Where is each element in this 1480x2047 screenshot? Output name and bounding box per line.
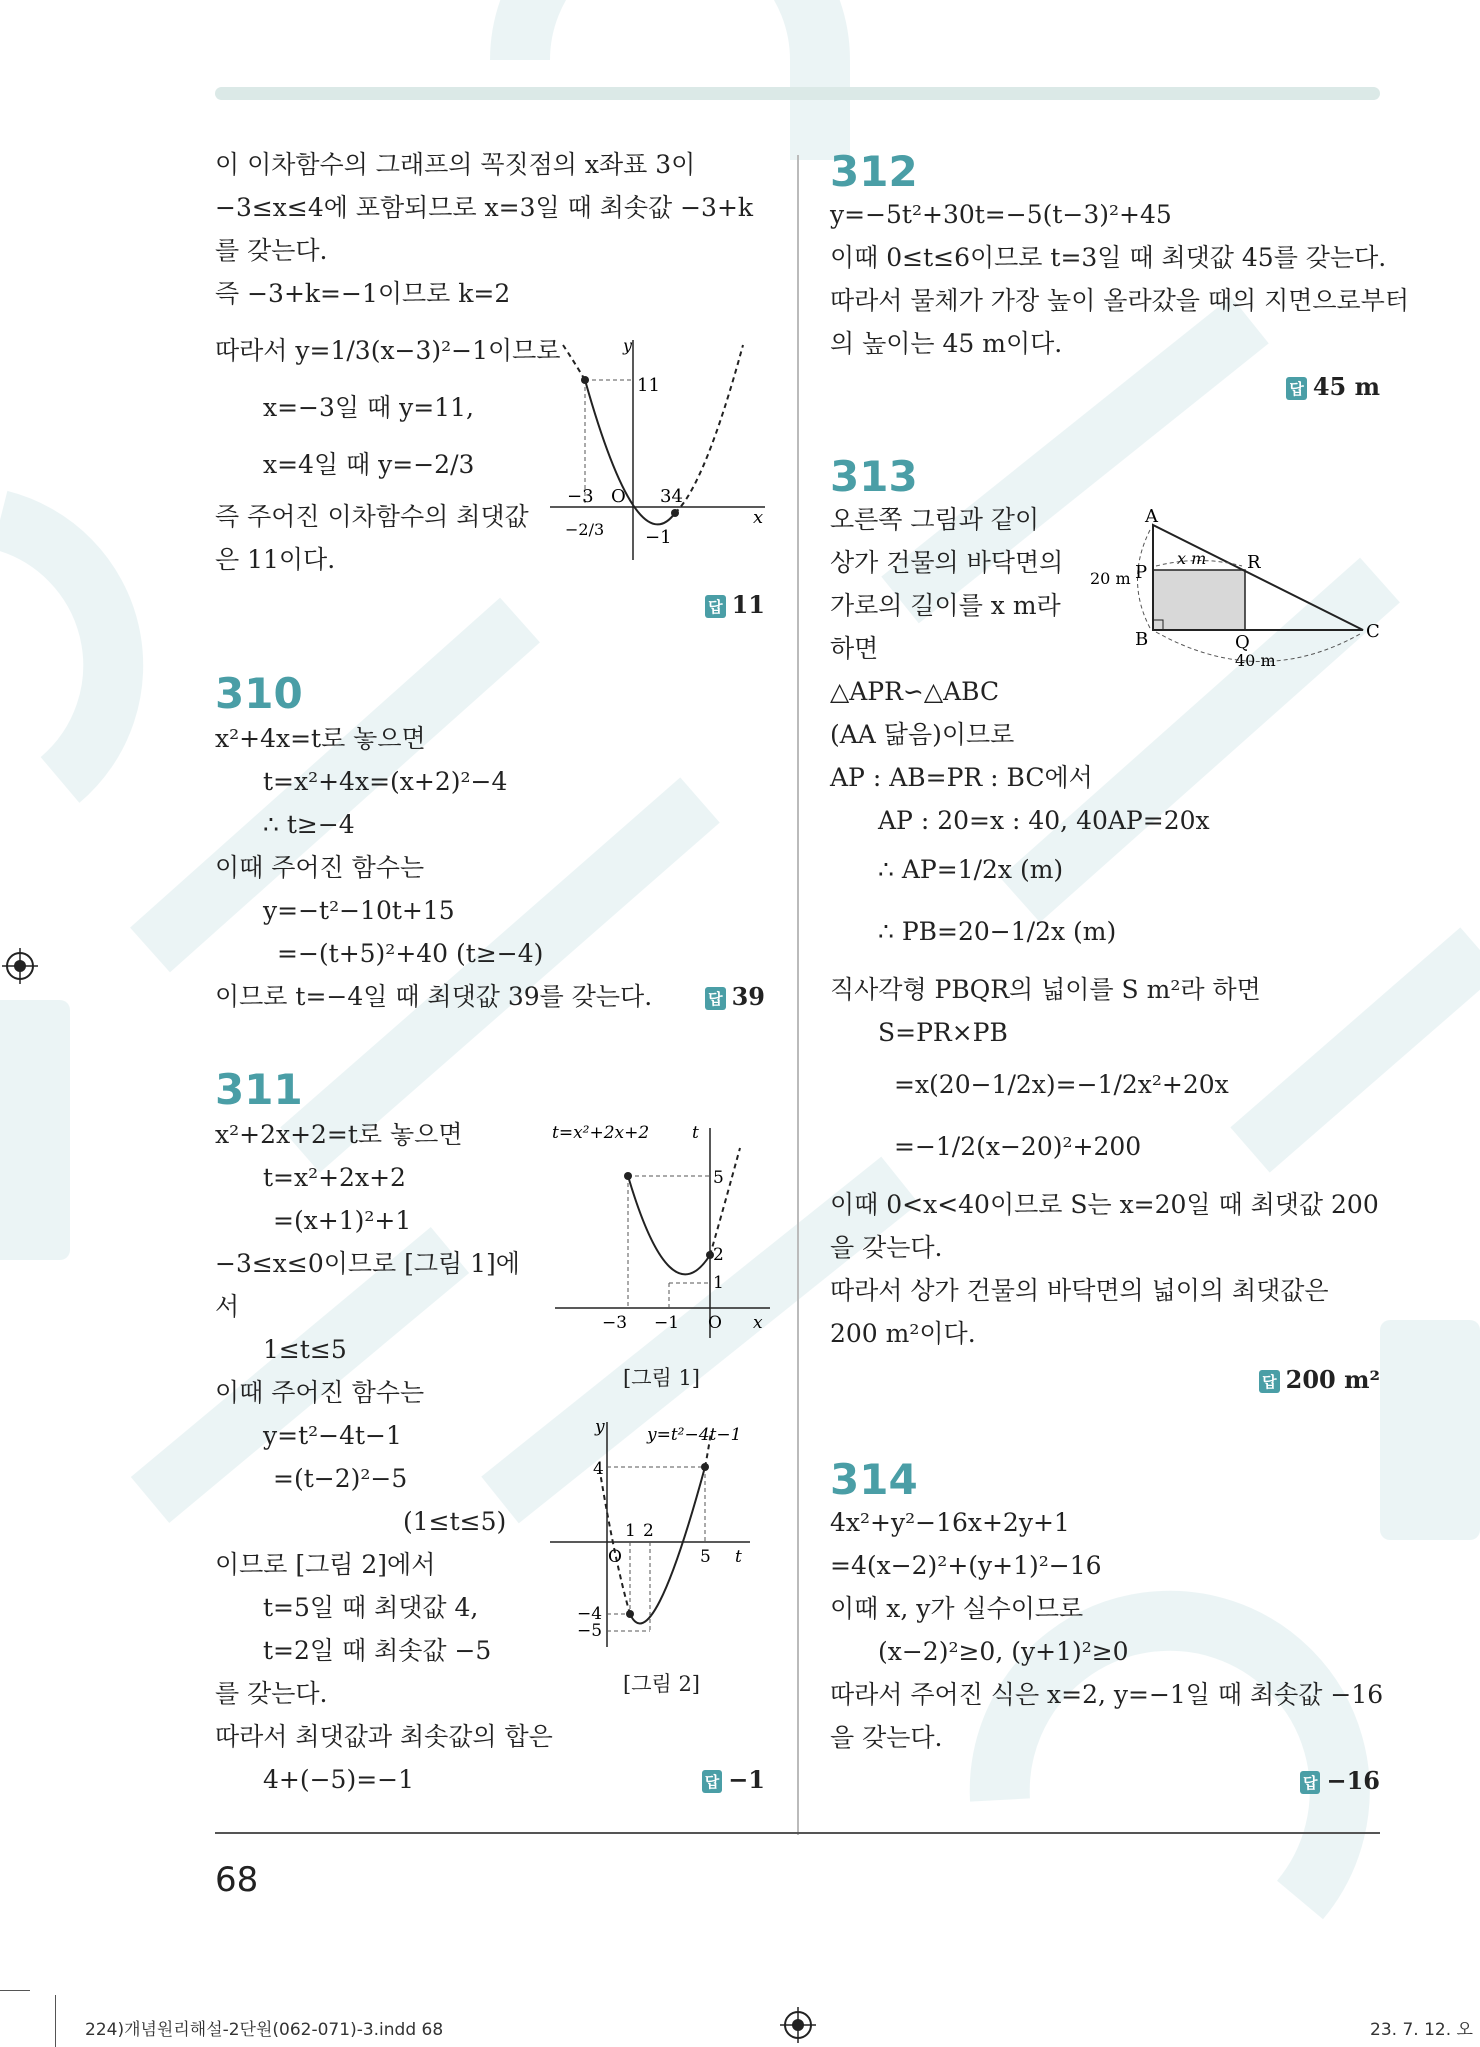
footer-vertical-rule bbox=[55, 1995, 56, 2047]
problem-number: 310 bbox=[215, 669, 303, 718]
text-line: 을 갖는다. bbox=[830, 1233, 943, 1262]
text-line: t=5일 때 최댓값 4, bbox=[263, 1593, 479, 1622]
answer-value: −1 bbox=[728, 1765, 765, 1794]
text-line: 상가 건물의 바닥면의 bbox=[830, 548, 1064, 577]
tick-label: −1 bbox=[654, 1313, 680, 1333]
answer-badge-icon: 답 bbox=[705, 987, 726, 1010]
tick-label: O bbox=[708, 1313, 722, 1333]
figure-1-graph bbox=[550, 1118, 775, 1348]
text-line: 은 11이다. bbox=[215, 545, 336, 574]
text-line: −3≤x≤0이므로 [그림 1]에 bbox=[215, 1249, 520, 1278]
text-line: 이때 주어진 함수는 bbox=[215, 853, 425, 882]
footer-file: 224)개념원리해설-2단원(062-071)-3.indd 68 bbox=[85, 2020, 444, 2040]
text-line: =x(20−1/2x)=−1/2x²+20x bbox=[894, 1070, 1229, 1099]
tick-label: −3 bbox=[567, 486, 594, 507]
text-line: 4+(−5)=−1 bbox=[263, 1765, 415, 1794]
text-line: 200 m²이다. bbox=[830, 1319, 976, 1348]
text-line: AP : 20=x : 40, 40AP=20x bbox=[878, 806, 1210, 835]
text-line: 를 갖는다. bbox=[215, 1679, 328, 1708]
triangle-diagram bbox=[1080, 500, 1380, 680]
text-line: 하면 bbox=[830, 634, 879, 663]
answer bbox=[705, 982, 765, 1011]
text-line: 이때 0≤t≤6이므로 t=3일 때 최댓값 45를 갖는다. bbox=[830, 243, 1387, 272]
vertex-label: B bbox=[1135, 629, 1149, 650]
text-line: =(x+1)²+1 bbox=[273, 1206, 412, 1235]
problem-number: 314 bbox=[830, 1455, 918, 1504]
page-number: 68 bbox=[215, 1860, 259, 1900]
text-line: x²+4x=t로 놓으면 bbox=[215, 724, 426, 753]
text-line: =−1/2(x−20)²+200 bbox=[894, 1132, 1142, 1161]
length-label: x m bbox=[1177, 549, 1207, 568]
text-line: 따라서 주어진 식은 x=2, y=−1일 때 최솟값 −16 bbox=[830, 1680, 1384, 1709]
text-line: 따라서 상가 건물의 바닥면의 넓이의 최댓값은 bbox=[830, 1276, 1329, 1305]
text-line: 가로의 길이를 x m라 bbox=[830, 591, 1061, 620]
tick-label: −3 bbox=[602, 1313, 628, 1333]
answer-value: 45 m bbox=[1312, 372, 1380, 401]
text-line: x=−3일 때 y=11, bbox=[263, 393, 474, 422]
problem-310 bbox=[215, 669, 765, 1022]
text-line: y=t²−4t−1 bbox=[263, 1421, 402, 1450]
answer-value: −16 bbox=[1326, 1766, 1380, 1795]
tick-label: 5 bbox=[713, 1168, 724, 1188]
answer-badge-icon: 답 bbox=[1259, 1370, 1280, 1393]
column-divider bbox=[797, 155, 799, 1835]
answer bbox=[702, 1765, 765, 1794]
tick-label: −2/3 bbox=[565, 520, 605, 539]
axis-label: y bbox=[595, 1417, 605, 1437]
text-line: 이때 주어진 함수는 bbox=[215, 1378, 425, 1407]
problem-314 bbox=[830, 1455, 1384, 1808]
text-line: 의 높이는 45 m이다. bbox=[830, 329, 1063, 358]
text-line: 따라서 최댓값과 최솟값의 합은 bbox=[215, 1722, 553, 1751]
text-line: 즉 주어진 이차함수의 최댓값 bbox=[215, 502, 529, 531]
text-line: 를 갖는다. bbox=[215, 236, 328, 265]
vertex-label: R bbox=[1247, 552, 1261, 573]
tick-label: 11 bbox=[637, 375, 660, 396]
text-line: 을 갖는다. bbox=[830, 1723, 943, 1752]
crosshair-icon bbox=[2, 948, 38, 984]
tick-label: 34 bbox=[660, 486, 683, 507]
figure-2-graph bbox=[545, 1412, 770, 1652]
text-line: 이때 x, y가 실수이므로 bbox=[830, 1594, 1084, 1623]
axis-label: t bbox=[692, 1123, 699, 1143]
text-line: (x−2)²≥0, (y+1)²≥0 bbox=[878, 1637, 1129, 1666]
text-line: t=x²+2x+2 bbox=[263, 1163, 406, 1192]
tick-label: 2 bbox=[643, 1521, 654, 1541]
text-line: 직사각형 PBQR의 넓이를 S m²라 하면 bbox=[830, 975, 1261, 1004]
text-line: x²+2x+2=t로 놓으면 bbox=[215, 1120, 463, 1149]
text-line: =4(x−2)²+(y+1)²−16 bbox=[830, 1551, 1102, 1580]
text-line: 이므로 t=−4일 때 최댓값 39를 갖는다. bbox=[215, 982, 653, 1011]
graph-equation: t=x²+2x+2 bbox=[552, 1123, 650, 1143]
graph-equation: y=t²−4t−1 bbox=[647, 1425, 742, 1445]
text-line: (1≤t≤5) bbox=[403, 1507, 507, 1536]
text-line: 따라서 물체가 가장 높이 올라갔을 때의 지면으로부터 bbox=[830, 286, 1409, 315]
figure-2-caption: [그림 2] bbox=[623, 1672, 700, 1696]
text-line: 1≤t≤5 bbox=[263, 1335, 347, 1364]
tick-label: −5 bbox=[577, 1621, 603, 1641]
answer-badge-icon: 답 bbox=[1286, 377, 1307, 400]
parabola-graph-1 bbox=[545, 335, 770, 565]
answer-value: 11 bbox=[731, 590, 765, 619]
tick-label: −4 bbox=[577, 1604, 603, 1624]
answer-value: 200 m² bbox=[1285, 1365, 1380, 1394]
answer bbox=[1259, 1365, 1380, 1394]
crosshair-icon bbox=[780, 2007, 816, 2043]
text-line: ∴ t≥−4 bbox=[263, 810, 355, 839]
text-line: (AA 닮음)이므로 bbox=[830, 720, 1015, 749]
text-line: 오른쪽 그림과 같이 bbox=[830, 505, 1040, 534]
answer-badge-icon: 답 bbox=[1300, 1771, 1321, 1794]
text-line: △APR∽△ABC bbox=[830, 677, 1000, 706]
tick-label: 4 bbox=[593, 1459, 604, 1479]
length-label: 20 m bbox=[1090, 569, 1131, 588]
problem-number: 313 bbox=[830, 452, 918, 501]
header-bar bbox=[215, 87, 1380, 100]
axis-label: t bbox=[735, 1547, 742, 1567]
answer bbox=[1286, 372, 1380, 401]
text-line: 이 이차함수의 그래프의 꼭짓점의 x좌표 3이 bbox=[215, 150, 696, 179]
text-line: 4x²+y²−16x+2y+1 bbox=[830, 1508, 1070, 1537]
text-line: AP : AB=PR : BC에서 bbox=[830, 763, 1093, 792]
length-label: 40 m bbox=[1235, 651, 1276, 670]
figure-1-caption: [그림 1] bbox=[623, 1366, 700, 1390]
text-line: ∴ PB=20−1/2x (m) bbox=[878, 917, 1117, 946]
text-line: 서 bbox=[215, 1292, 240, 1321]
vertex-label: P bbox=[1135, 562, 1148, 583]
text-line: 따라서 y=1/3(x−3)²−1이므로 bbox=[215, 336, 561, 365]
text-line: S=PR×PB bbox=[878, 1018, 1008, 1047]
answer-badge-icon: 답 bbox=[702, 1770, 723, 1793]
vertex-label: Q bbox=[1235, 632, 1250, 653]
footer-date: 23. 7. 12. 오 bbox=[1370, 2020, 1473, 2040]
tick-label: O bbox=[608, 1547, 622, 1567]
text-line: t=2일 때 최솟값 −5 bbox=[263, 1636, 492, 1665]
axis-label: x bbox=[753, 507, 764, 528]
footer-rule bbox=[215, 1832, 1380, 1834]
tick-label: 1 bbox=[625, 1521, 636, 1541]
vertex-label: A bbox=[1145, 506, 1158, 527]
tick-label: 1 bbox=[713, 1273, 724, 1293]
text-line: =−(t+5)²+40 (t≥−4) bbox=[277, 939, 544, 968]
text-line: t=x²+4x=(x+2)²−4 bbox=[263, 767, 508, 796]
text-line: 즉 −3+k=−1이므로 k=2 bbox=[215, 279, 511, 308]
axis-label: x bbox=[753, 1313, 763, 1333]
text-line: x=4일 때 y=−2/3 bbox=[263, 450, 475, 479]
answer bbox=[705, 590, 765, 619]
tick-label: 2 bbox=[713, 1245, 724, 1265]
tick-label: 5 bbox=[700, 1547, 711, 1567]
answer-value: 39 bbox=[731, 982, 765, 1011]
text-line: −3≤x≤4에 포함되므로 x=3일 때 최솟값 −3+k bbox=[215, 193, 754, 222]
problem-number: 311 bbox=[215, 1065, 303, 1114]
text-line: y=−5t²+30t=−5(t−3)²+45 bbox=[830, 200, 1172, 229]
axis-label: y bbox=[623, 336, 633, 355]
text-line: y=−t²−10t+15 bbox=[263, 896, 455, 925]
answer bbox=[1300, 1766, 1380, 1795]
text-line: =(t−2)²−5 bbox=[273, 1464, 408, 1493]
vertex-label: C bbox=[1366, 621, 1380, 642]
problem-312 bbox=[830, 147, 1409, 401]
text-line: 이때 0<x<40이므로 S는 x=20일 때 최댓값 200 bbox=[830, 1190, 1379, 1219]
answer-badge-icon: 답 bbox=[705, 595, 726, 618]
tick-label: −1 bbox=[645, 527, 672, 548]
tick-label: O bbox=[611, 486, 626, 507]
problem-number: 312 bbox=[830, 147, 918, 196]
text-line: ∴ AP=1/2x (m) bbox=[878, 855, 1064, 884]
footer-left-rule bbox=[0, 1990, 30, 1991]
text-line: 이므로 [그림 2]에서 bbox=[215, 1550, 436, 1579]
